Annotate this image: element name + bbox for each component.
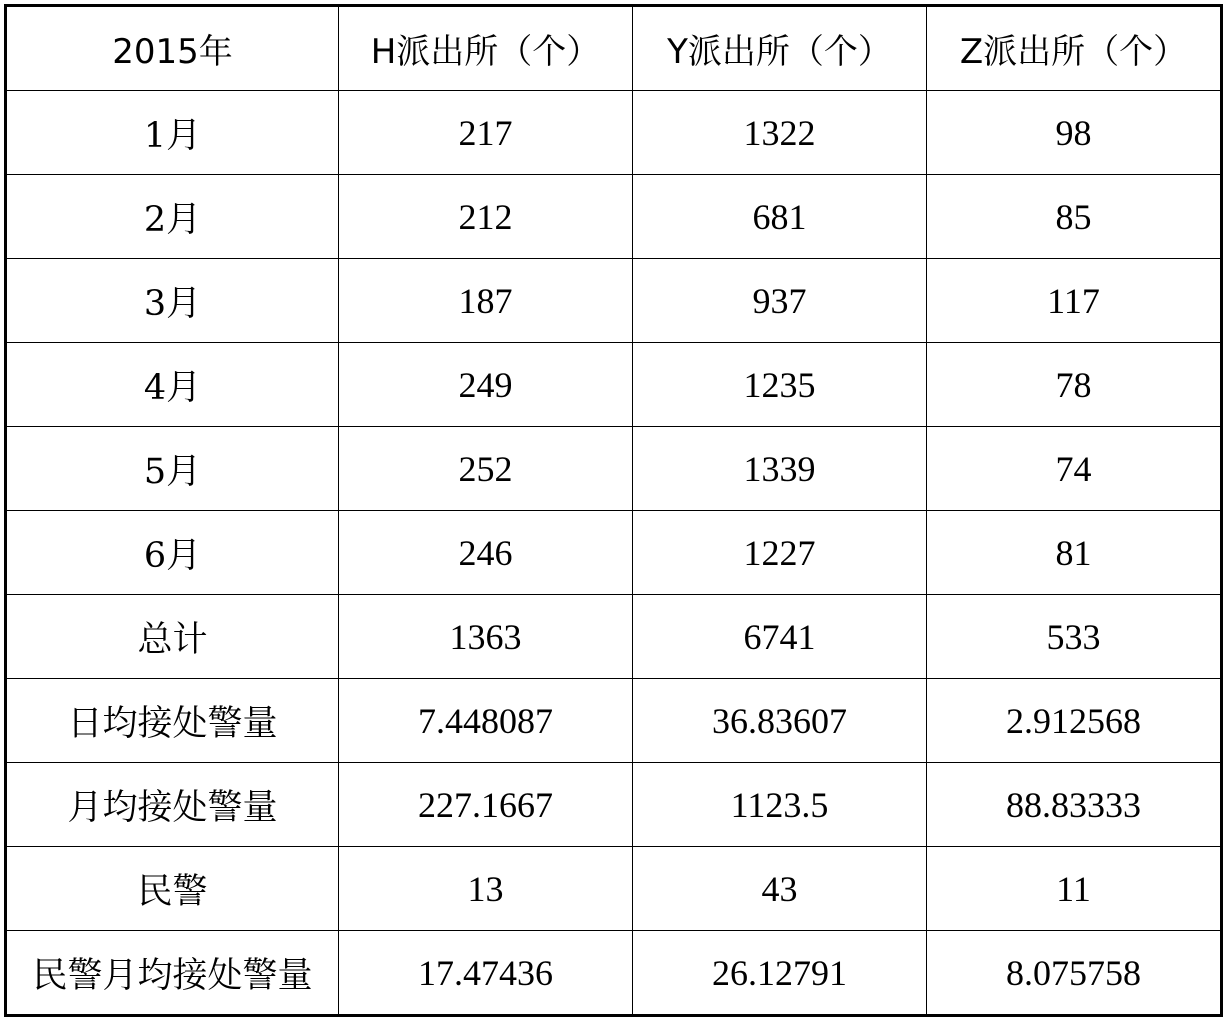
row-label: 日均接处警量 — [6, 679, 339, 763]
row-label: 民警月均接处警量 — [6, 931, 339, 1016]
table-row — [6, 511, 1222, 595]
y-station-value: 937 — [633, 259, 927, 343]
header-y-station: Y派出所（个） — [633, 6, 927, 91]
y-station-value: 1322 — [633, 91, 927, 175]
z-station-value: 11 — [927, 847, 1222, 931]
table-row — [6, 595, 1222, 679]
table-row — [6, 679, 1222, 763]
row-label: 1月 — [6, 91, 339, 175]
h-station-value: 227.1667 — [339, 763, 633, 847]
table-row — [6, 343, 1222, 427]
h-station-value: 7.448087 — [339, 679, 633, 763]
row-label: 总计 — [6, 595, 339, 679]
z-station-value: 98 — [927, 91, 1222, 175]
y-station-value: 43 — [633, 847, 927, 931]
h-station-value: 187 — [339, 259, 633, 343]
h-station-value: 217 — [339, 91, 633, 175]
y-station-value: 681 — [633, 175, 927, 259]
y-station-value: 1235 — [633, 343, 927, 427]
table-row — [6, 763, 1222, 847]
h-station-value: 13 — [339, 847, 633, 931]
table-row — [6, 91, 1222, 175]
table-row — [6, 931, 1222, 1016]
z-station-value: 117 — [927, 259, 1222, 343]
z-station-value: 533 — [927, 595, 1222, 679]
z-station-value: 81 — [927, 511, 1222, 595]
table-row — [6, 427, 1222, 511]
row-label: 月均接处警量 — [6, 763, 339, 847]
police-call-statistics-table — [4, 4, 1223, 1017]
row-label: 4月 — [6, 343, 339, 427]
table-row — [6, 175, 1222, 259]
row-label: 6月 — [6, 511, 339, 595]
h-station-value: 212 — [339, 175, 633, 259]
header-h-station: H派出所（个） — [339, 6, 633, 91]
row-label: 民警 — [6, 847, 339, 931]
row-label: 2月 — [6, 175, 339, 259]
z-station-value: 88.83333 — [927, 763, 1222, 847]
z-station-value: 2.912568 — [927, 679, 1222, 763]
table-row — [6, 847, 1222, 931]
y-station-value: 6741 — [633, 595, 927, 679]
table-body — [6, 91, 1222, 1016]
z-station-value: 8.075758 — [927, 931, 1222, 1016]
y-station-value: 1123.5 — [633, 763, 927, 847]
z-station-value: 78 — [927, 343, 1222, 427]
header-z-station: Z派出所（个） — [927, 6, 1222, 91]
row-label: 5月 — [6, 427, 339, 511]
h-station-value: 17.47436 — [339, 931, 633, 1016]
y-station-value: 1339 — [633, 427, 927, 511]
h-station-value: 246 — [339, 511, 633, 595]
y-station-value: 26.12791 — [633, 931, 927, 1016]
table-row — [6, 259, 1222, 343]
header-row — [6, 6, 1222, 91]
table-header — [6, 6, 1222, 91]
h-station-value: 249 — [339, 343, 633, 427]
z-station-value: 85 — [927, 175, 1222, 259]
z-station-value: 74 — [927, 427, 1222, 511]
h-station-value: 1363 — [339, 595, 633, 679]
h-station-value: 252 — [339, 427, 633, 511]
y-station-value: 36.83607 — [633, 679, 927, 763]
header-year: 2015年 — [6, 6, 339, 91]
row-label: 3月 — [6, 259, 339, 343]
y-station-value: 1227 — [633, 511, 927, 595]
